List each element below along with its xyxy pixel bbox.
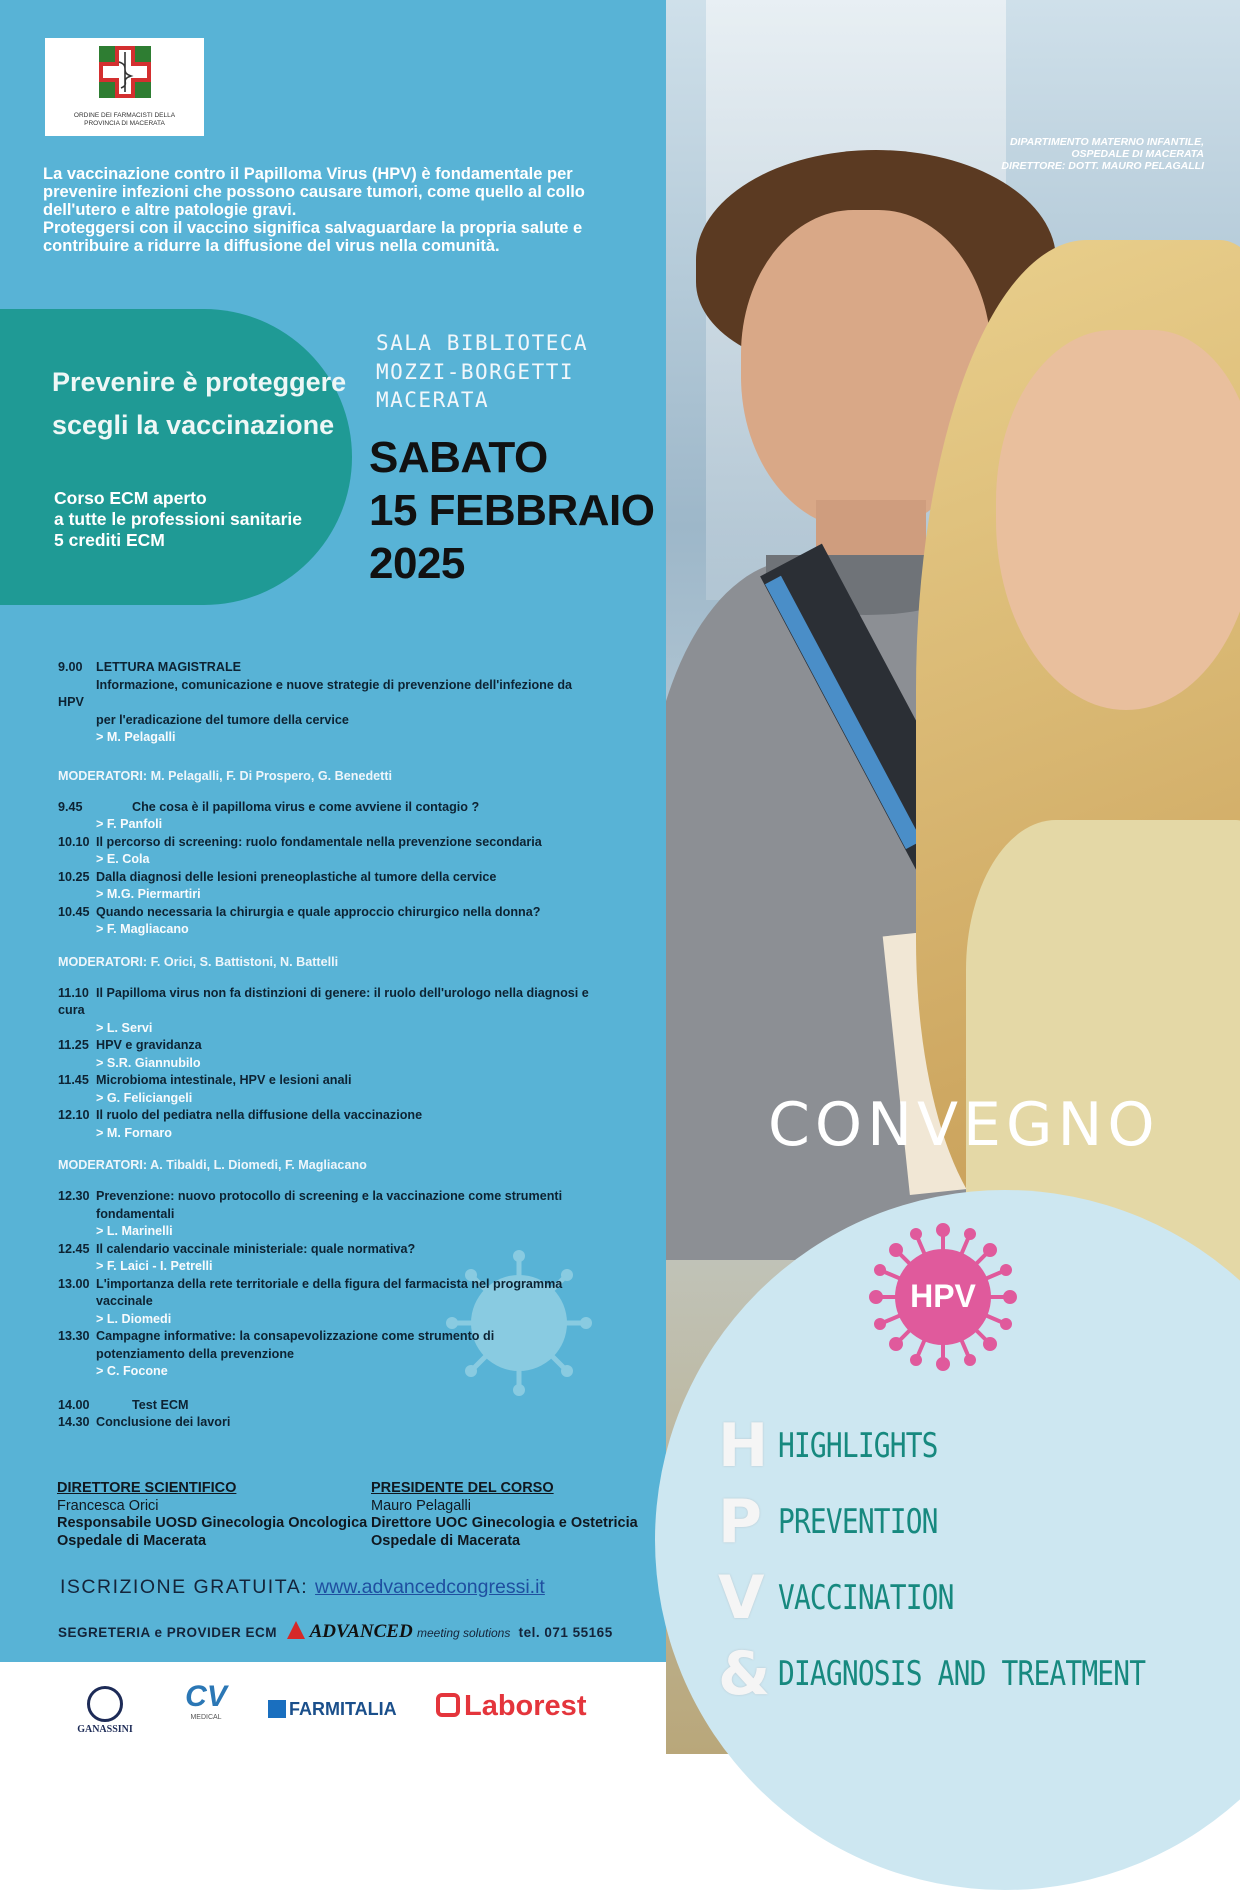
- slogan-line-1: Prevenire è proteggere: [52, 367, 347, 397]
- hpv-tag: HPV: [58, 695, 84, 709]
- acronym-letter: &: [718, 1639, 771, 1709]
- program-row: [58, 1311, 618, 1329]
- program-row: [58, 921, 618, 939]
- sponsor-laborest: [436, 1690, 586, 1723]
- direttore-role: Responsabile UOSD Ginecologia Oncologica: [57, 1515, 368, 1531]
- program-row: [58, 1276, 618, 1294]
- title-continuation: potenziamento della prevenzione: [96, 1346, 295, 1361]
- presidente-place: Ospedale di Macerata: [371, 1532, 521, 1549]
- laborest-name: Laborest: [464, 1690, 587, 1722]
- acronym-word: DIAGNOSIS AND TREATMENT: [778, 1654, 1146, 1694]
- secretariat: [58, 1621, 613, 1643]
- direttore-name: Francesca Orici: [57, 1497, 159, 1514]
- moderators-2: [58, 955, 618, 969]
- title: Il ruolo del pediatra nella diffusione della vaccinazione: [96, 1108, 423, 1122]
- event-date: [369, 431, 654, 590]
- program-row: [58, 834, 618, 852]
- speaker: > F. Laici - I. Petrelli: [96, 1259, 213, 1273]
- speaker: > M. Fornaro: [96, 1125, 172, 1140]
- title: Microbioma intestinale, HPV e lesioni anali: [96, 1073, 352, 1087]
- intro-paragraph-2: Proteggersi con il vaccino significa salvaguardare la propria salute e contribuire a ridurre la diffusione del virus nella comunità.: [43, 219, 583, 255]
- moderators-names: M. Pelagalli, F. Di Prospero, G. Benedetti: [150, 768, 393, 783]
- slogan-line-2: scegli la vaccinazione: [52, 410, 335, 440]
- title: Che cosa è il papilloma virus e come avviene il contagio ?: [132, 799, 480, 814]
- acronym-word: VACCINATION: [778, 1578, 954, 1618]
- hpv-virus-badge: [868, 1222, 1018, 1372]
- program-row: [58, 985, 618, 1003]
- program-row: [58, 1002, 618, 1020]
- advanced-brand: ADVANCED: [309, 1621, 413, 1642]
- program-row: [58, 659, 618, 677]
- ecm-info: [54, 488, 302, 551]
- department-info: [964, 136, 1204, 172]
- farmitalia-square-icon: [268, 1700, 286, 1718]
- title: HPV e gravidanza: [96, 1038, 202, 1052]
- program-row: [58, 1055, 618, 1073]
- title: L'importanza della rete territoriale e della figura del farmacista nel programma: [96, 1276, 563, 1291]
- speaker: > C. Focone: [96, 1364, 168, 1378]
- program-row: [58, 1414, 618, 1432]
- speaker: > F. Magliacano: [96, 922, 189, 936]
- title: Il Papilloma virus non fa distinzioni di genere: il ruolo dell'urologo nella diagnosi e: [96, 985, 589, 1000]
- time: 12.30: [58, 1189, 90, 1203]
- time: 9.45: [58, 799, 83, 814]
- moderators-names: F. Orici, S. Battistoni, N. Battelli: [150, 954, 339, 969]
- moderators-label: MODERATORI:: [58, 768, 148, 783]
- program-row: [58, 677, 618, 695]
- sponsor-cv: [178, 1680, 234, 1721]
- title: Quando necessaria la chirurgia e quale approccio chirurgico nella donna?: [96, 904, 541, 919]
- title: Campagne informative: la consapevolizzazione come strumento di: [96, 1329, 495, 1343]
- program-row: [58, 869, 618, 887]
- description: per l'eradicazione del tumore della cervice: [96, 712, 349, 727]
- time: 14.30: [58, 1415, 90, 1429]
- ordine-text: ORDINE DEI FARMACISTI DELLA PROVINCIA DI MACERATA: [73, 112, 176, 127]
- title: Conclusione dei lavori: [96, 1415, 231, 1429]
- program-row: [58, 1188, 618, 1206]
- speaker: > L. Servi: [96, 1020, 153, 1035]
- laborest-logo-icon: [436, 1693, 460, 1717]
- program-row: [58, 1328, 618, 1346]
- intro-text: [43, 165, 623, 255]
- presidente-name: Mauro Pelagalli: [371, 1497, 471, 1514]
- registration-link[interactable]: www.advancedcongressi.it: [315, 1576, 545, 1598]
- venue-line-2: MOZZI-BORGETTI: [376, 359, 575, 384]
- program-row: [58, 1072, 618, 1090]
- acronym-item: [718, 1484, 1226, 1560]
- venue-line-3: MACERATA: [376, 388, 490, 412]
- program-row: [58, 1090, 618, 1108]
- title-continuation: fondamentali: [96, 1206, 175, 1221]
- speaker: > F. Panfoli: [96, 817, 163, 831]
- program-row: [58, 1346, 618, 1364]
- slogan: [52, 361, 346, 447]
- program-row: [58, 904, 618, 922]
- program-row: [58, 1037, 618, 1055]
- moderators-3: [58, 1158, 618, 1172]
- program-row: [58, 1241, 618, 1259]
- program-row: [58, 694, 618, 712]
- program-row: [58, 712, 618, 730]
- description: Informazione, comunicazione e nuove strategie di prevenzione dell'infezione da: [96, 677, 573, 692]
- presidente-heading: PRESIDENTE DEL CORSO: [371, 1480, 554, 1496]
- acronym-word: HIGHLIGHTS: [778, 1426, 938, 1466]
- date-day: SABATO: [369, 433, 548, 482]
- program-row: [58, 1397, 618, 1415]
- date-year: 2025: [369, 539, 465, 588]
- time: 10.10: [58, 834, 90, 849]
- venue-line-1: SALA BIBLIOTECA: [376, 331, 589, 355]
- convegno-title: CONVEGNO: [768, 1090, 1160, 1160]
- department-line-2: OSPEDALE DI MACERATA: [1071, 148, 1204, 160]
- time: 13.30: [58, 1329, 90, 1343]
- registration: [60, 1576, 545, 1599]
- ganassini-logo-icon: [87, 1686, 123, 1722]
- presidente-corso: [371, 1480, 638, 1550]
- venue: [376, 329, 588, 415]
- time: 10.25: [58, 869, 90, 884]
- time: 11.10: [58, 985, 89, 1000]
- program-row: [58, 1107, 618, 1125]
- title: Test ECM: [132, 1397, 189, 1412]
- time: 11.25: [58, 1038, 89, 1052]
- time: 10.45: [58, 904, 90, 919]
- acronym-letter: V: [718, 1563, 765, 1633]
- advanced-triangle-icon: [287, 1621, 305, 1639]
- direttore-scientifico: [57, 1480, 367, 1550]
- registration-label: ISCRIZIONE GRATUITA:: [60, 1576, 309, 1598]
- speaker: > M.G. Piermartiri: [96, 887, 201, 901]
- program-row: [58, 886, 618, 904]
- cv-sub: MEDICAL: [190, 1714, 222, 1721]
- program-row: [58, 799, 618, 817]
- farmitalia-name: FARMITALIA: [289, 1699, 397, 1719]
- speaker: > E. Cola: [96, 852, 150, 866]
- program-row: [58, 729, 618, 747]
- direttore-place: Ospedale di Macerata: [57, 1532, 207, 1549]
- program-row: [58, 1125, 618, 1143]
- moderators-label: MODERATORI:: [58, 1158, 148, 1172]
- time: 12.45: [58, 1241, 90, 1256]
- title: Dalla diagnosi delle lesioni preneoplastiche al tumore della cervice: [96, 869, 497, 884]
- program-row: [58, 1258, 618, 1276]
- girl-face: [996, 330, 1240, 710]
- ecm-line-3: 5 crediti ECM: [54, 530, 165, 550]
- acronym-letter: H: [718, 1411, 769, 1481]
- program-row: [58, 1293, 618, 1311]
- moderators-1: [58, 769, 618, 783]
- program-row: [58, 851, 618, 869]
- acronym-item: [718, 1408, 1226, 1484]
- acronym-item: [718, 1636, 1226, 1712]
- hpv-acronym: [718, 1408, 1226, 1712]
- moderators-names: A. Tibaldi, L. Diomedi, F. Magliacano: [150, 1158, 367, 1172]
- department-line-1: DIPARTIMENTO MATERNO INFANTILE,: [1009, 136, 1204, 148]
- ordine-farmacisti-logo: [45, 38, 204, 136]
- program-row: [58, 1223, 618, 1241]
- program-row: [58, 1206, 618, 1224]
- speaker: > S.R. Giannubilo: [96, 1055, 201, 1070]
- secretariat-label: SEGRETERIA e PROVIDER ECM: [58, 1625, 278, 1640]
- acronym-word: PREVENTION: [778, 1502, 938, 1542]
- ecm-line-2: a tutte le professioni sanitarie: [54, 509, 302, 529]
- title-continuation: cura: [58, 1003, 85, 1017]
- department-line-3: DIRETTORE: DOTT. MAURO PELAGALLI: [1001, 160, 1204, 172]
- presidente-role: Direttore UOC Ginecologia e Ostetricia: [371, 1515, 638, 1531]
- speaker: > L. Diomedi: [96, 1311, 172, 1326]
- time: 13.00: [58, 1276, 90, 1291]
- time: 14.00: [58, 1397, 90, 1412]
- sponsor-farmitalia: [268, 1699, 397, 1720]
- title: Il calendario vaccinale ministeriale: quale normativa?: [96, 1241, 416, 1256]
- ecm-line-1: Corso ECM aperto: [54, 488, 207, 508]
- intro-paragraph-1: La vaccinazione contro il Papilloma Virus (HPV) è fondamentale per prevenire infezioni che possono causare tumori, come quello al collo dell'utero e altre patologie gravi.: [43, 165, 585, 219]
- secretariat-phone: tel. 071 55165: [518, 1625, 613, 1640]
- hpv-badge-label: HPV: [910, 1278, 976, 1314]
- acronym-item: [718, 1560, 1226, 1636]
- program: [58, 659, 618, 1432]
- program-row: [58, 816, 618, 834]
- title: LETTURA MAGISTRALE: [96, 660, 242, 674]
- time: 12.10: [58, 1108, 90, 1122]
- slogan-panel: [0, 309, 352, 605]
- program-row: [58, 1363, 618, 1381]
- speaker: > G. Feliciangeli: [96, 1090, 193, 1105]
- speaker: > L. Marinelli: [96, 1224, 173, 1238]
- advanced-brand-sub: meeting solutions: [416, 1626, 511, 1640]
- acronym-letter: P: [718, 1487, 762, 1557]
- sponsor-ganassini: [75, 1686, 135, 1735]
- time: 9.00: [58, 660, 83, 674]
- title-continuation: vaccinale: [96, 1294, 153, 1308]
- speaker: > M. Pelagalli: [96, 730, 176, 744]
- cv-name: CV: [185, 1680, 227, 1713]
- program-row: [58, 1020, 618, 1038]
- moderators-label: MODERATORI:: [58, 954, 148, 969]
- title: Il percorso di screening: ruolo fondamentale nella prevenzione secondaria: [96, 834, 542, 849]
- ganassini-name: GANASSINI: [77, 1724, 133, 1735]
- time: 11.45: [58, 1073, 89, 1087]
- direttore-heading: DIRETTORE SCIENTIFICO: [57, 1480, 237, 1496]
- title: Prevenzione: nuovo protocollo di screening e la vaccinazione come strumenti: [96, 1189, 563, 1203]
- date-date: 15 FEBBRAIO: [369, 486, 655, 535]
